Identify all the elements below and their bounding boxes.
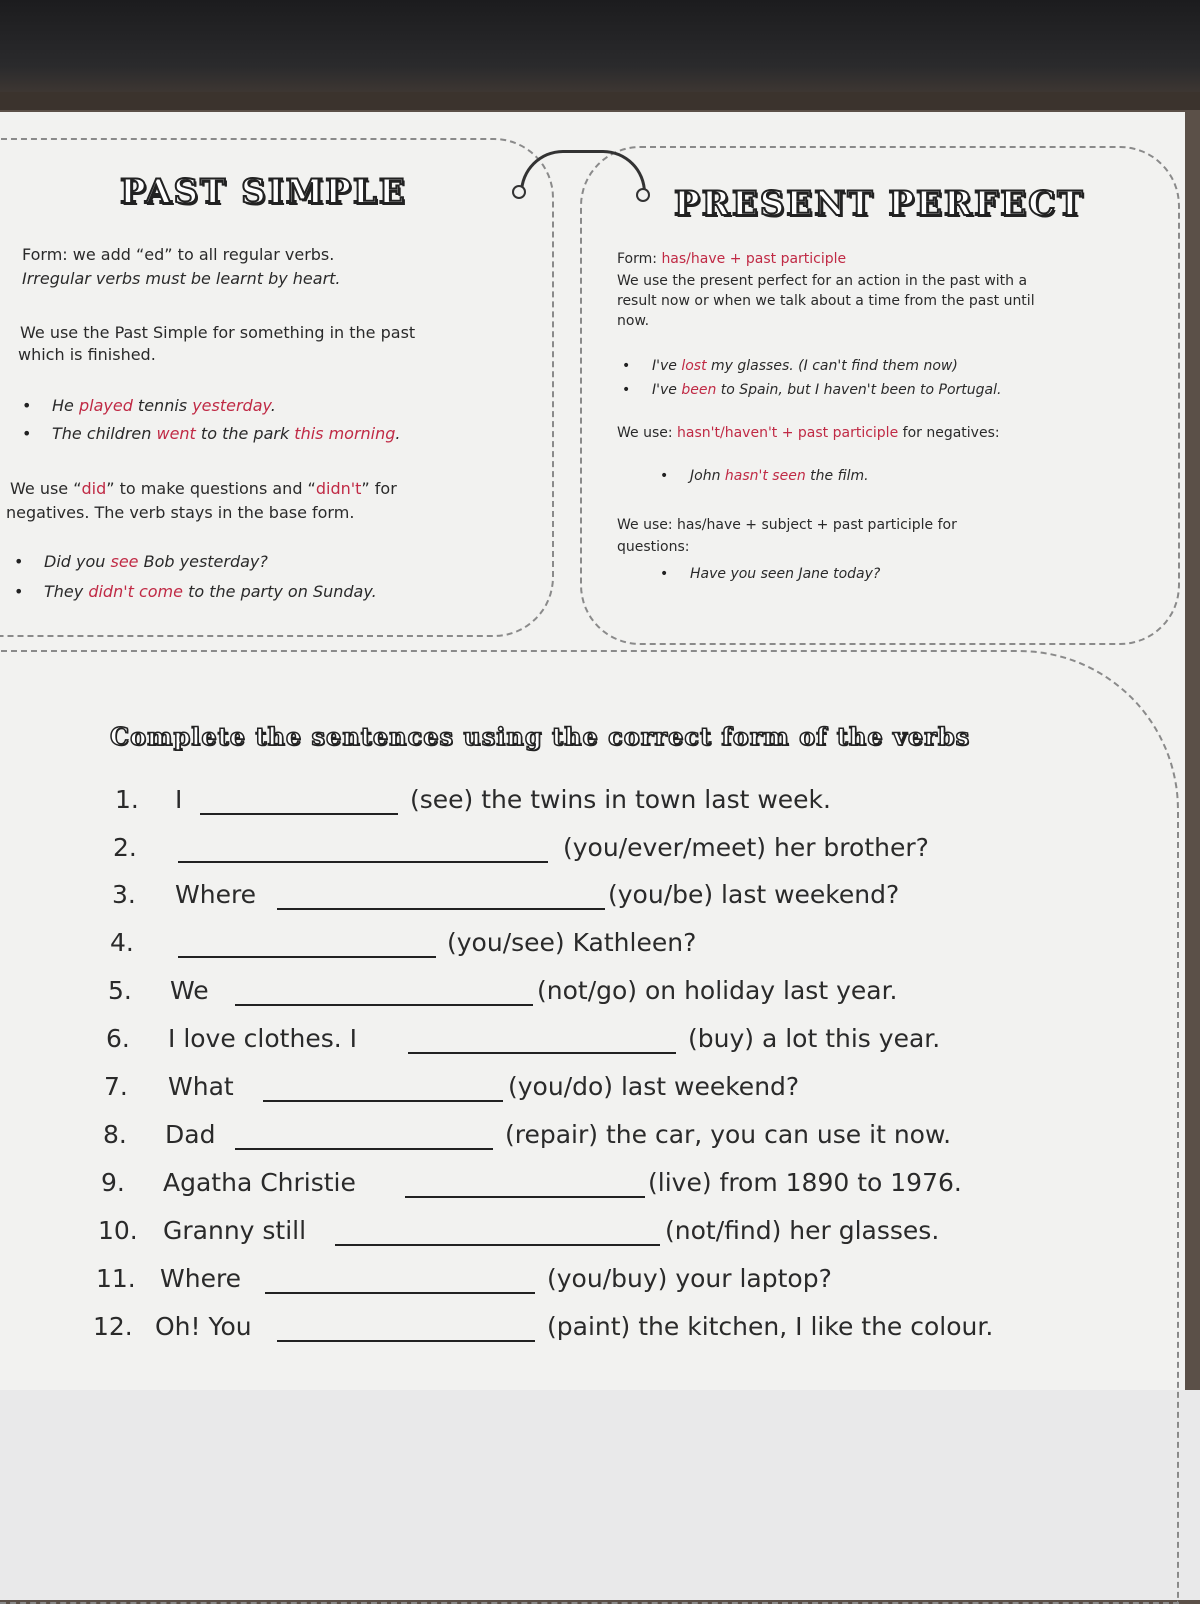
pp-use-line-3: now. [617, 313, 650, 329]
hook-end-right [636, 188, 650, 202]
exercise-verb-prompt: (not/find) her glasses. [665, 1216, 940, 1245]
verb: lost [681, 358, 707, 374]
answer-blank[interactable] [263, 1076, 503, 1102]
pp-negative-line [617, 424, 1000, 443]
text: . [270, 396, 276, 415]
text: We use “ [10, 479, 82, 498]
exercise-prefix: Oh! You [155, 1312, 252, 1341]
pp-example-1 [652, 358, 958, 374]
exercise-verb-prompt: (buy) a lot this year. [688, 1024, 941, 1053]
text: Bob yesterday? [138, 552, 268, 571]
text: He [52, 396, 79, 415]
exercise-number: 2. [113, 833, 137, 862]
exercise-prefix: Agatha Christie [163, 1168, 356, 1197]
past-did-line-2: negatives. The verb stays in the base form. [6, 503, 355, 522]
exercise-verb-prompt: (you/be) last weekend? [608, 880, 900, 909]
text: They [44, 582, 89, 601]
pp-question-line-1: We use: has/have + subject + past participle for [617, 517, 957, 533]
exercise-number: 7. [104, 1072, 128, 1101]
pp-form-line [617, 250, 846, 269]
pp-question-line-2: questions: [617, 539, 690, 555]
hook-end-left [512, 185, 526, 199]
exercise-number: 12. [93, 1312, 133, 1341]
exercise-verb-prompt: (you/do) last weekend? [508, 1072, 800, 1101]
past-use-line-2: which is finished. [18, 345, 156, 364]
answer-blank[interactable] [235, 980, 533, 1006]
exercise-prefix: We [170, 976, 209, 1005]
verb: hasn't seen [724, 468, 806, 484]
exercise-prefix: Granny still [163, 1216, 307, 1245]
text: I've [652, 382, 682, 398]
exercise-number: 1. [115, 785, 139, 814]
answer-blank[interactable] [178, 837, 548, 863]
answer-blank[interactable] [178, 932, 436, 958]
keyword: didn't [315, 479, 362, 498]
exercise-prefix: Dad [165, 1120, 216, 1149]
exercise-prefix: Where [160, 1264, 242, 1293]
exercise-number: 8. [103, 1120, 127, 1149]
text: The children [52, 424, 157, 443]
exercise-number: 4. [110, 928, 134, 957]
pp-use-line-2: result now or when we talk about a time from the past until [617, 293, 1035, 309]
verb: played [78, 396, 133, 415]
time-expression: this morning [294, 424, 396, 443]
past-example-1 [52, 396, 276, 415]
exercise-verb-prompt: (live) from 1890 to 1976. [648, 1168, 962, 1197]
exercise-verb-prompt: (see) the twins in town last week. [410, 785, 831, 814]
past-use-line-1: We use the Past Simple for something in the past [20, 323, 416, 342]
formula: hasn't/haven't + past participle [677, 425, 899, 441]
exercise-verb-prompt: (repair) the car, you can use it now. [505, 1120, 952, 1149]
exercise-number: 10. [98, 1216, 138, 1245]
answer-blank[interactable] [235, 1124, 493, 1150]
exercise-prefix: I [175, 785, 183, 814]
hook-decoration [520, 150, 646, 193]
text: the film. [805, 468, 869, 484]
exercise-number: 3. [112, 880, 136, 909]
text: to Spain, but I haven't been to Portugal. [716, 382, 1002, 398]
exercise-prefix: I love clothes. I [168, 1024, 357, 1053]
past-irregular-line: Irregular verbs must be learnt by heart. [22, 269, 341, 288]
exercise-number: 9. [101, 1168, 125, 1197]
text: to the park [195, 424, 295, 443]
text: I've [652, 358, 682, 374]
exercise-prefix: Where [175, 880, 257, 909]
formula: has/have + past participle [661, 251, 847, 267]
text: tennis [132, 396, 193, 415]
text: my glasses. (I can't find them now) [706, 358, 958, 374]
verb: didn't come [88, 582, 183, 601]
verb: see [110, 552, 139, 571]
past-simple-title: PAST SIMPLE [120, 172, 407, 212]
text: ” for [361, 479, 397, 498]
answer-blank[interactable] [200, 789, 398, 815]
exercise-verb-prompt: (not/go) on holiday last year. [537, 976, 898, 1005]
past-example-4 [44, 582, 377, 601]
past-did-line-1 [10, 478, 397, 500]
exercise-number: 5. [108, 976, 132, 1005]
answer-blank[interactable] [277, 1316, 535, 1342]
pp-example-3 [690, 468, 869, 484]
pp-use-line-1: We use the present perfect for an action in the past with a [617, 273, 1028, 289]
pp-example-4: • Have you seen Jane today? [690, 566, 880, 582]
exercise-instruction: Complete the sentences using the correct form of the verbs [110, 722, 971, 751]
pp-example-2 [652, 382, 1001, 398]
time-expression: yesterday [192, 396, 271, 415]
text: We use: [617, 425, 678, 441]
past-example-2 [52, 424, 401, 443]
answer-blank[interactable] [335, 1220, 660, 1246]
exercise-verb-prompt: (you/see) Kathleen? [447, 928, 697, 957]
answer-blank[interactable] [408, 1028, 676, 1054]
answer-blank[interactable] [277, 884, 605, 910]
keyword: did [81, 479, 107, 498]
text: to the party on Sunday. [182, 582, 377, 601]
present-perfect-title: PRESENT PERFECT [674, 184, 1085, 224]
verb: went [156, 424, 196, 443]
exercise-verb-prompt: (you/ever/meet) her brother? [563, 833, 929, 862]
laptop-edge [0, 92, 1200, 110]
verb: been [681, 382, 717, 398]
exercise-prefix: What [168, 1072, 234, 1101]
exercise-number: 11. [96, 1264, 136, 1293]
label: Form: [617, 251, 662, 267]
text: ” to make questions and “ [106, 479, 316, 498]
past-form-line: Form: we add “ed” to all regular verbs. [22, 245, 335, 264]
text: John [690, 468, 725, 484]
exercise-verb-prompt: (paint) the kitchen, I like the colour. [547, 1312, 994, 1341]
text: Did you [44, 552, 111, 571]
past-example-3 [44, 552, 268, 571]
background-laptop [0, 0, 1200, 110]
exercise-verb-prompt: (you/buy) your laptop? [547, 1264, 832, 1293]
answer-blank[interactable] [405, 1172, 645, 1198]
exercise-number: 6. [106, 1024, 130, 1053]
text: for negatives: [898, 425, 1000, 441]
answer-blank[interactable] [265, 1268, 535, 1294]
text: . [395, 424, 401, 443]
